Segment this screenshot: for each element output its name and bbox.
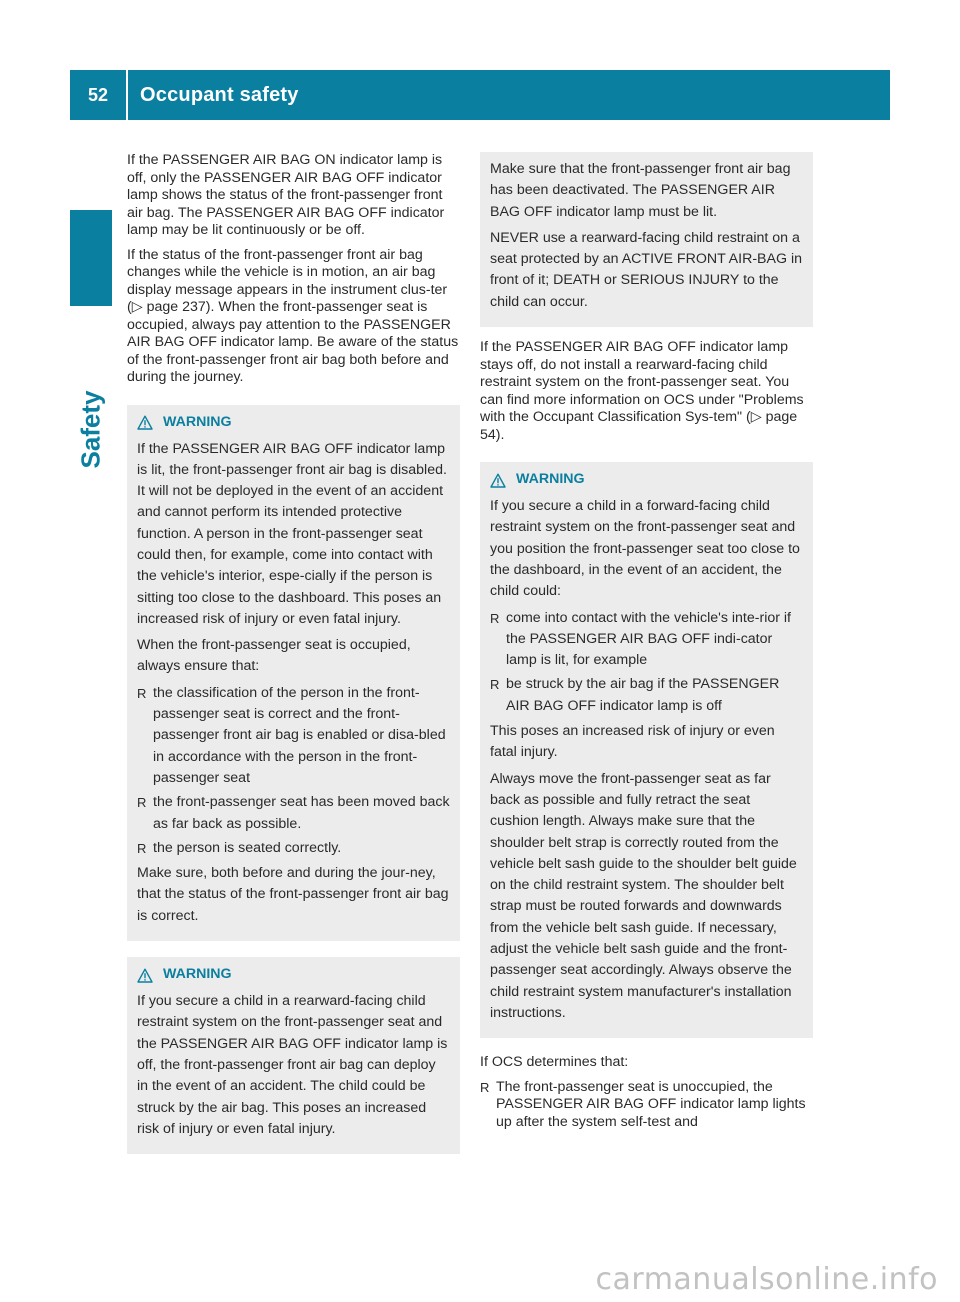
warning-box <box>480 462 813 1038</box>
list-item: R be struck by the air bag if the PASSENGER AIR BAG OFF indicator lamp is off <box>490 676 780 714</box>
paragraph: If the PASSENGER AIR BAG OFF indicator lamp stays off, do not install a rearward-facing child restraint system on the front-passenger seat. You can find more information on OCS under "Problems with the Occupant Classification Sys-tem" (▷ page 54). <box>480 339 804 443</box>
right-column <box>480 152 813 1135</box>
r-bullet-icon: R <box>490 677 500 693</box>
side-tab-label: Safety <box>75 389 106 469</box>
bullet-list <box>137 683 450 859</box>
warning-heading: WARNING <box>490 469 803 491</box>
warning-box <box>127 405 460 942</box>
list-item: R the classification of the person in the front-passenger seat is correct and the front-passenger front air bag is enabled or disa-bled in accordance with the person in the front-passenger seat <box>137 684 446 786</box>
list-item: R the person is seated correctly. <box>137 838 450 859</box>
section-title: Occupant safety <box>140 83 299 106</box>
header-divider <box>126 70 128 120</box>
r-bullet-icon: R <box>480 1079 490 1095</box>
warning-heading: WARNING <box>137 412 450 434</box>
warning-text: When the front-passenger seat is occupied, always ensure that: <box>137 637 411 675</box>
warning-text: If you secure a child in a rearward-facing child restraint system on the front-passenger seat and the PASSENGER AIR BAG OFF indicator lamp is off, the front-passenger front air bag can deploy in the event of an accident. The child could be struck by the air bag. This poses an increased risk of injury or even fatal injury. <box>137 993 448 1137</box>
warning-text: Make sure, both before and during the jour-ney, that the status of the front-passenger front air bag is correct. <box>137 865 449 924</box>
side-tab-block <box>70 210 112 306</box>
warning-text: Make sure that the front-passenger front air bag has been deactivated. The PASSENGER AIR BAG OFF indicator lamp must be lit. <box>490 161 791 220</box>
warning-box <box>127 957 460 1154</box>
warning-text: If the PASSENGER AIR BAG OFF indicator lamp is lit, the front-passenger front air bag is disabled. It will not be deployed in the event of an accident and cannot perform its intended protective function. A person in the front-passenger seat could then, for example, come into contact with the vehicle's interior, espe-cially if the person is sitting too close to the dashboard. This poses an increased risk of injury or even fatal injury. <box>137 440 447 627</box>
warning-heading: WARNING <box>137 964 450 986</box>
warning-text: NEVER use a rearward-facing child restraint on a seat protected by an ACTIVE FRONT AIR-BAG in front of it; DEATH or SERIOUS INJURY to the child can occur. <box>490 229 802 310</box>
warning-triangle-icon <box>490 473 506 488</box>
r-bullet-icon: R <box>137 840 147 856</box>
r-bullet-icon: R <box>490 610 500 626</box>
warning-triangle-icon <box>137 415 153 430</box>
bullet-list <box>490 608 803 717</box>
warning-triangle-icon <box>137 968 153 983</box>
warning-box-continued <box>480 152 813 327</box>
list-item: R come into contact with the vehicle's inte-rior if the PASSENGER AIR BAG OFF indi-cator lamp is lit, for example <box>490 609 792 669</box>
bullet-list <box>480 1079 813 1132</box>
page-number: 52 <box>87 84 109 105</box>
paragraph: If OCS determines that: <box>480 1054 629 1071</box>
paragraph: If the status of the front-passenger front air bag changes while the vehicle is in motion, an air bag display message appears in the instrument clus-ter (▷ page 237). When the front-passenger seat is occupied, always pay attention to the PASSENGER AIR BAG OFF indicator lamp. Be aware of the status of the front-passenger front air bag both before and during the journey. <box>127 246 459 385</box>
watermark: carmanualsonline.info <box>595 1262 938 1297</box>
list-item: R The front-passenger seat is unoccupied, the PASSENGER AIR BAG OFF indicator lamp lights up after the system self-test and <box>480 1078 806 1130</box>
warning-text: This poses an increased risk of injury or even fatal injury. <box>490 723 775 761</box>
r-bullet-icon: R <box>137 795 147 811</box>
warning-text: Always move the front-passenger seat as far back as possible and fully retract the seat cushion length. Always make sure that the shoulder belt strap is correctly routed from the vehicle belt sash guide to the shoulder belt guide on the child restraint system. The shoulder belt strap must be routed forwards and downwards from the vehicle belt sash guide. If necessary, adjust the vehicle belt sash guide and the front-passenger seat accordingly. Always observe the child restraint system manufacturer's installation instructions. <box>490 770 797 1021</box>
r-bullet-icon: R <box>137 685 147 701</box>
list-item: R the front-passenger seat has been moved back as far back as possible. <box>137 794 450 832</box>
warning-text: If you secure a child in a forward-facing child restraint system on the front-passenger seat and you position the front-passenger seat too close to the dashboard, in the event of an accident, the child could: <box>490 498 800 600</box>
paragraph: If the PASSENGER AIR BAG ON indicator lamp is off, only the PASSENGER AIR BAG OFF indicator lamp shows the status of the front-passenger front air bag. The PASSENGER AIR BAG OFF indicator lamp may be lit continuously or be off. <box>127 152 445 238</box>
left-column <box>127 152 460 1170</box>
